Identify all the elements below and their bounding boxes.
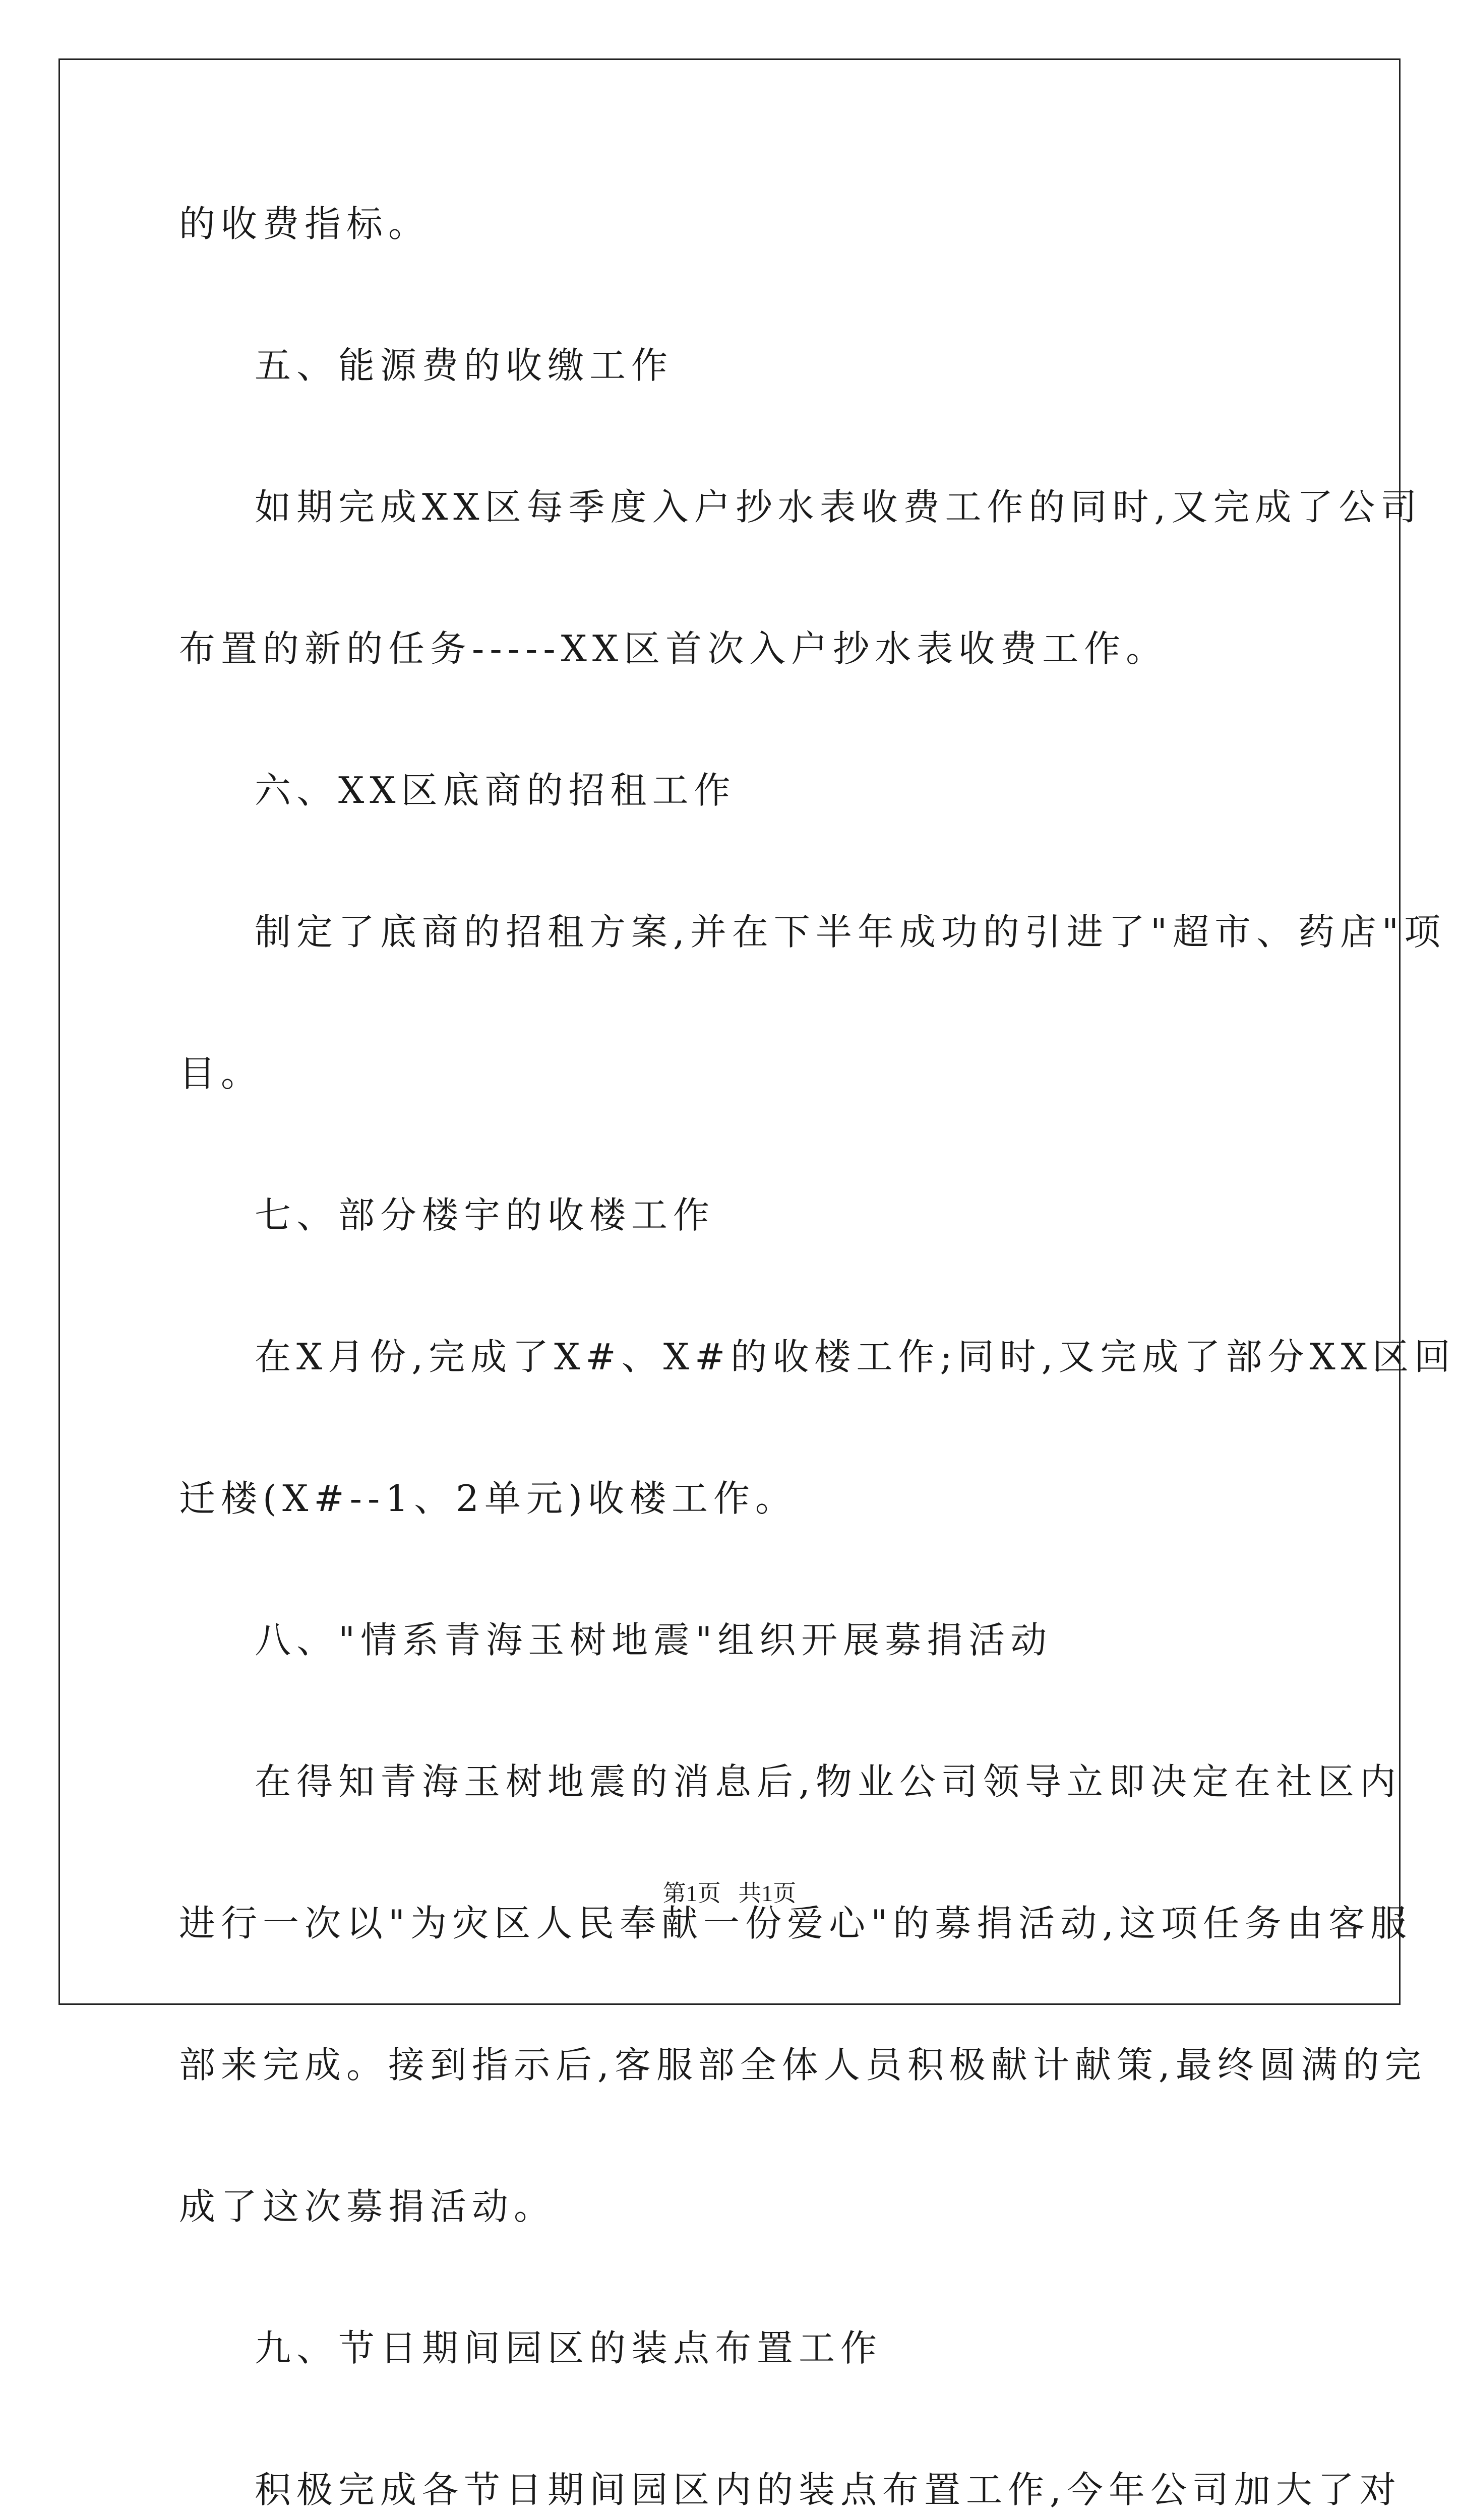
- text-line: 部来完成。接到指示后,客服部全体人员积极献计献策,最终圆满的完: [179, 2044, 1427, 2086]
- section-heading: 五、能源费的收缴工作: [255, 344, 674, 387]
- text-line: 在得知青海玉树地震的消息后,物业公司领导立即决定在社区内: [255, 1760, 1402, 1803]
- text-line: 布置的新的任务-----XX区首次入户抄水表收费工作。: [179, 627, 1168, 670]
- section-heading: 八、"情系青海玉树地震"组织开展募捐活动: [255, 1619, 1053, 1661]
- text-line: 成了这次募捐活动。: [179, 2185, 556, 2228]
- text-line: 制定了底商的招租方案,并在下半年成功的引进了"超市、药店"项: [255, 911, 1446, 953]
- text-line: 积极完成各节日期间园区内的装点布置工作,今年公司加大了对: [255, 2469, 1402, 2511]
- text-line: 迁楼(X#--1、2单元)收楼工作。: [179, 1477, 798, 1520]
- section-heading: 六、XX区底商的招租工作: [255, 769, 736, 811]
- section-heading: 七、部分楼宇的收楼工作: [255, 1194, 715, 1236]
- text-line: 如期完成XX区每季度入户抄水表收费工作的同时,又完成了公司: [255, 486, 1423, 528]
- page-footer: 第1页 共1页: [662, 1880, 797, 1906]
- document-body: [179, 181, 1456, 2520]
- text-line: 进行一次以"为灾区人民奉献一份爱心"的募捐活动,这项任务由客服: [179, 1902, 1413, 1944]
- text-line: 目。: [179, 1052, 263, 1095]
- section-heading: 九、节日期间园区的装点布置工作: [255, 2327, 883, 2369]
- text-line: 在X月份,完成了X#、X#的收楼工作;同时,又完成了部分XX区回: [255, 1336, 1456, 1378]
- text-line: 的收费指标。: [179, 203, 431, 245]
